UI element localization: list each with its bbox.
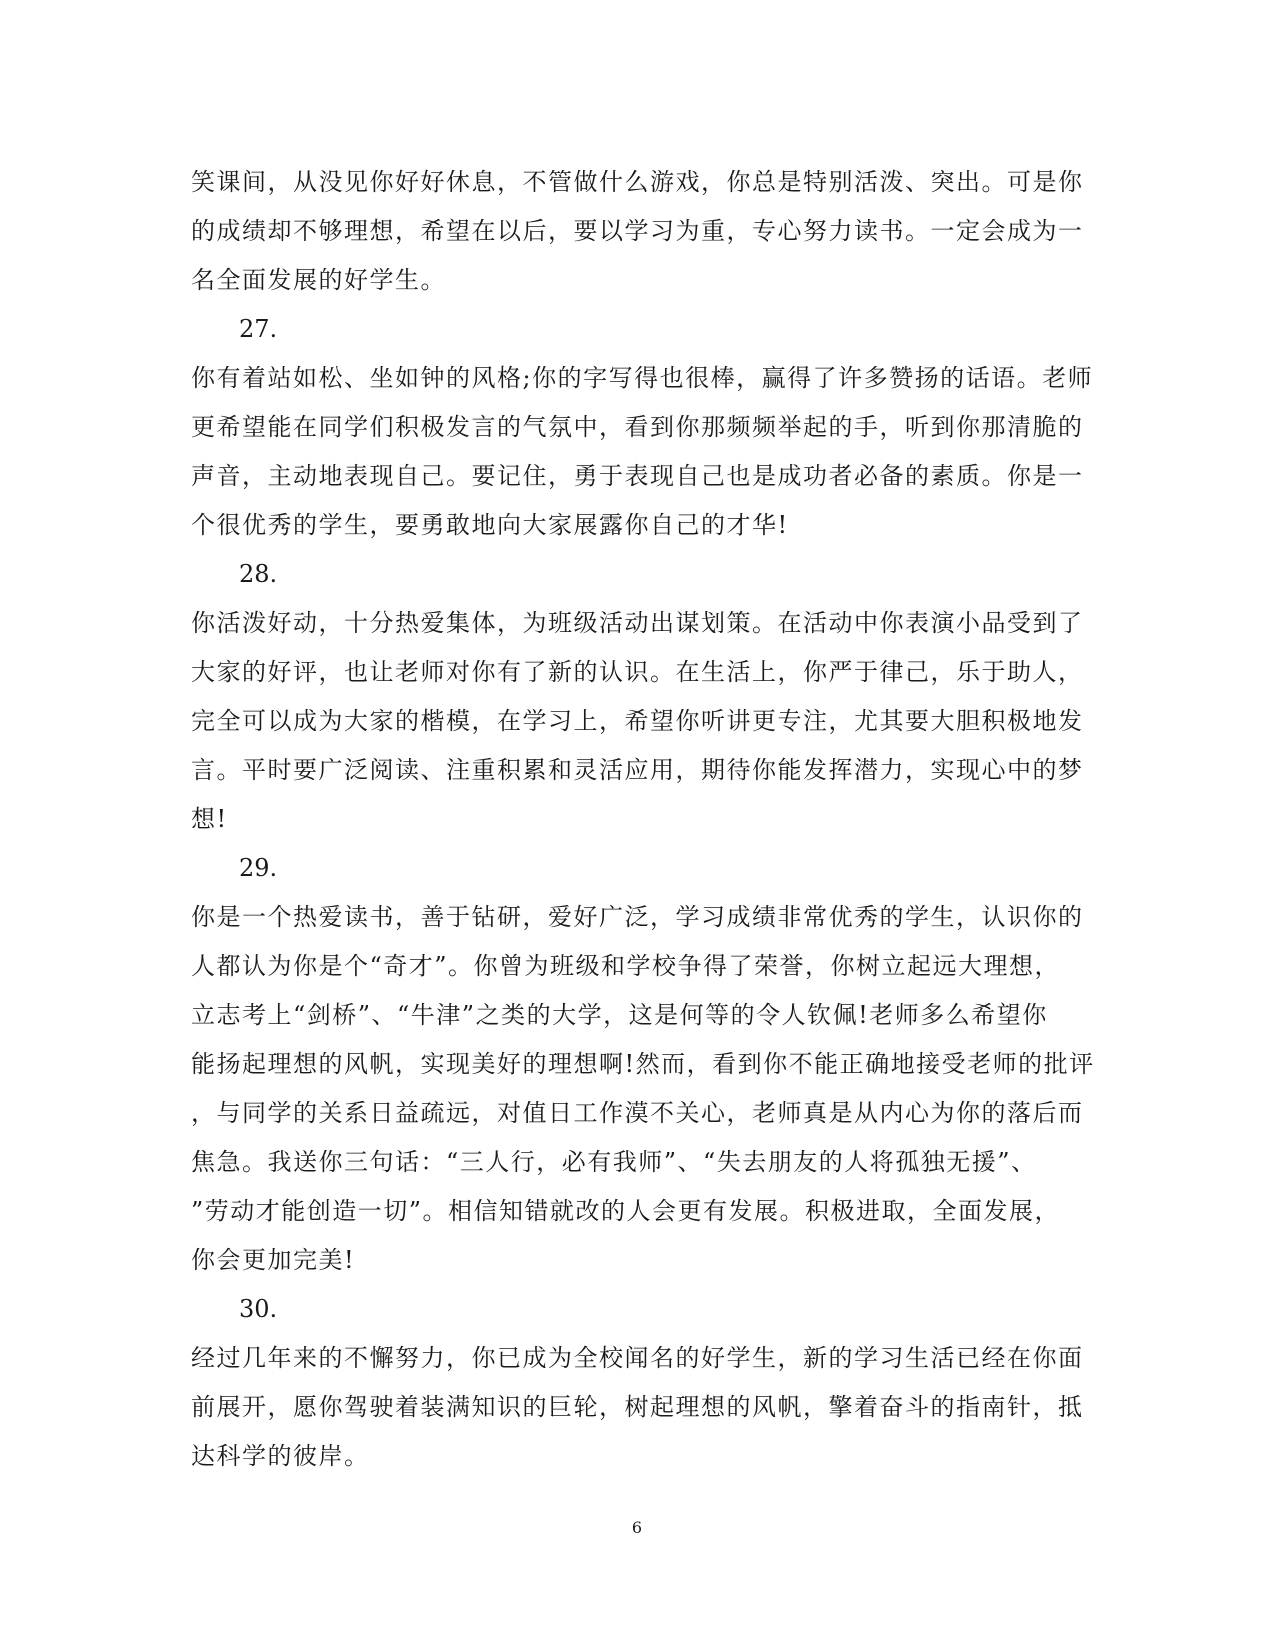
item-number: 27. [239,315,278,343]
item-number: 29. [239,854,278,882]
text-line: 你是一个热爱读书，善于钻研，爱好广泛，学习成绩非常优秀的学生，认识你的 [191,903,1084,931]
text-line: 人都认为你是个“奇才”。你曾为班级和学校争得了荣誉，你树立起远大理想， [191,952,1061,980]
document-body [191,158,1095,1481]
text-line: 立志考上“剑桥”、“牛津”之类的大学，这是何等的令人钦佩!老师多么希望你 [191,1001,1048,1029]
text-line: 言。平时要广泛阅读、注重积累和灵活应用，期待你能发挥潜力，实现心中的梦 [191,756,1084,784]
text-line: ”劳动才能创造一切”。相信知错就改的人会更有发展。积极进取，全面发展， [191,1197,1061,1225]
text-line: 的成绩却不够理想，希望在以后，要以学习为重，专心努力读书。一定会成为一 [191,217,1084,245]
text-line: 能扬起理想的风帆，实现美好的理想啊!然而，看到你不能正确地接受老师的批评 [191,1050,1095,1078]
text-line: 焦急。我送你三句话：“三人行，必有我师”、“失去朋友的人将孤独无援”、 [191,1148,1037,1176]
text-line: 大家的好评，也让老师对你有了新的认识。在生活上，你严于律己，乐于助人， [191,658,1084,686]
text-line: 笑课间，从没见你好好休息，不管做什么游戏，你总是特别活泼、突出。可是你 [191,168,1084,196]
text-line: ，与同学的关系日益疏远，对值日工作漠不关心，老师真是从内心为你的落后而 [191,1099,1084,1127]
text-line: 声音，主动地表现自己。要记住，勇于表现自己也是成功者必备的素质。你是一 [191,462,1084,490]
page-number: 6 [631,1518,643,1537]
text-line: 你活泼好动，十分热爱集体，为班级活动出谋划策。在活动中你表演小品受到了 [191,609,1084,637]
text-line: 完全可以成为大家的楷模，在学习上，希望你听讲更专注，尤其要大胆积极地发 [191,707,1084,735]
text-line: 经过几年来的不懈努力，你已成为全校闻名的好学生，新的学习生活已经在你面 [191,1344,1084,1372]
text-line: 达科学的彼岸。 [191,1442,370,1470]
text-line: 想! [191,805,228,833]
text-line: 个很优秀的学生，要勇敢地向大家展露你自己的才华! [191,511,789,539]
text-line: 名全面发展的好学生。 [191,266,446,294]
text-line: 前展开，愿你驾驶着装满知识的巨轮，树起理想的风帆，擎着奋斗的指南针，抵 [191,1393,1084,1421]
item-number: 30. [239,1295,278,1323]
text-line: 更希望能在同学们积极发言的气氛中，看到你那频频举起的手，听到你那清脆的 [191,413,1084,441]
item-number: 28. [239,560,278,588]
text-line: 你有着站如松、坐如钟的风格;你的字写得也很棒，赢得了许多赞扬的话语。老师 [191,364,1094,392]
text-line: 你会更加完美! [191,1246,356,1274]
